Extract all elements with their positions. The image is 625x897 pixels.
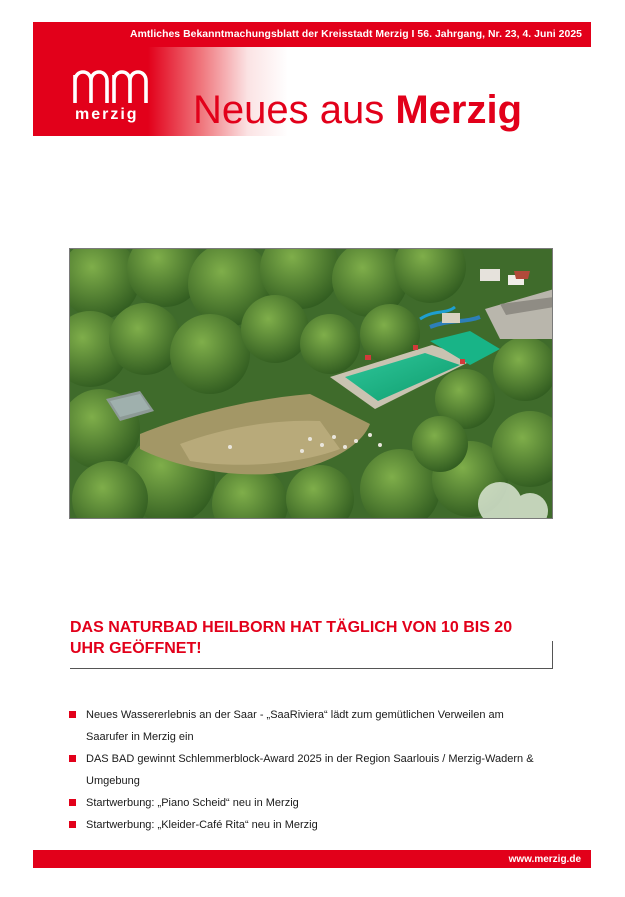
header-bar-text: Amtliches Bekanntmachungsblatt der Kreisstadt Merzig I 56. Jahrgang, Nr. 23, 4. Juni 2025 (130, 29, 582, 40)
bullet-square-icon (69, 711, 76, 718)
cover-headline (70, 617, 553, 669)
title-regular: Neues aus (193, 88, 396, 132)
list-item (69, 792, 549, 814)
merzig-logo (71, 61, 151, 131)
headline-divider (552, 641, 553, 669)
cover-photo (69, 248, 553, 519)
list-item (69, 814, 549, 836)
header-bar (33, 22, 591, 47)
bullet-square-icon (69, 821, 76, 828)
footer-bar (33, 850, 591, 868)
list-item-text: Startwerbung: „Kleider-Café Rita“ neu in Merzig (86, 819, 318, 831)
bullet-square-icon (69, 799, 76, 806)
list-item-text: Neues Wassererlebnis an der Saar - „SaaRiviera“ lädt zum gemütlichen Verweilen am Saarufer in Merzig ein (86, 709, 504, 743)
aerial-photo-icon (70, 249, 553, 519)
newspaper-title (193, 87, 522, 133)
footer-url: www.merzig.de (508, 853, 581, 865)
logo-wordmark: merzig (75, 106, 139, 123)
list-item-text: Startwerbung: „Piano Scheid“ neu in Merzig (86, 797, 299, 809)
list-item (69, 748, 549, 792)
contents-list (69, 704, 549, 836)
title-bold: Merzig (395, 88, 523, 132)
bullet-square-icon (69, 755, 76, 762)
masthead (33, 47, 591, 136)
list-item-text: DAS BAD gewinnt Schlemmerblock-Award 2025 in der Region Saarlouis / Merzig-Wadern & Umgebung (86, 753, 534, 787)
headline-text: DAS NATURBAD HEILBORN HAT TÄGLICH VON 10 BIS 20 UHR GEÖFFNET! (70, 619, 513, 657)
logo-mm-icon (71, 61, 151, 105)
list-item (69, 704, 549, 748)
